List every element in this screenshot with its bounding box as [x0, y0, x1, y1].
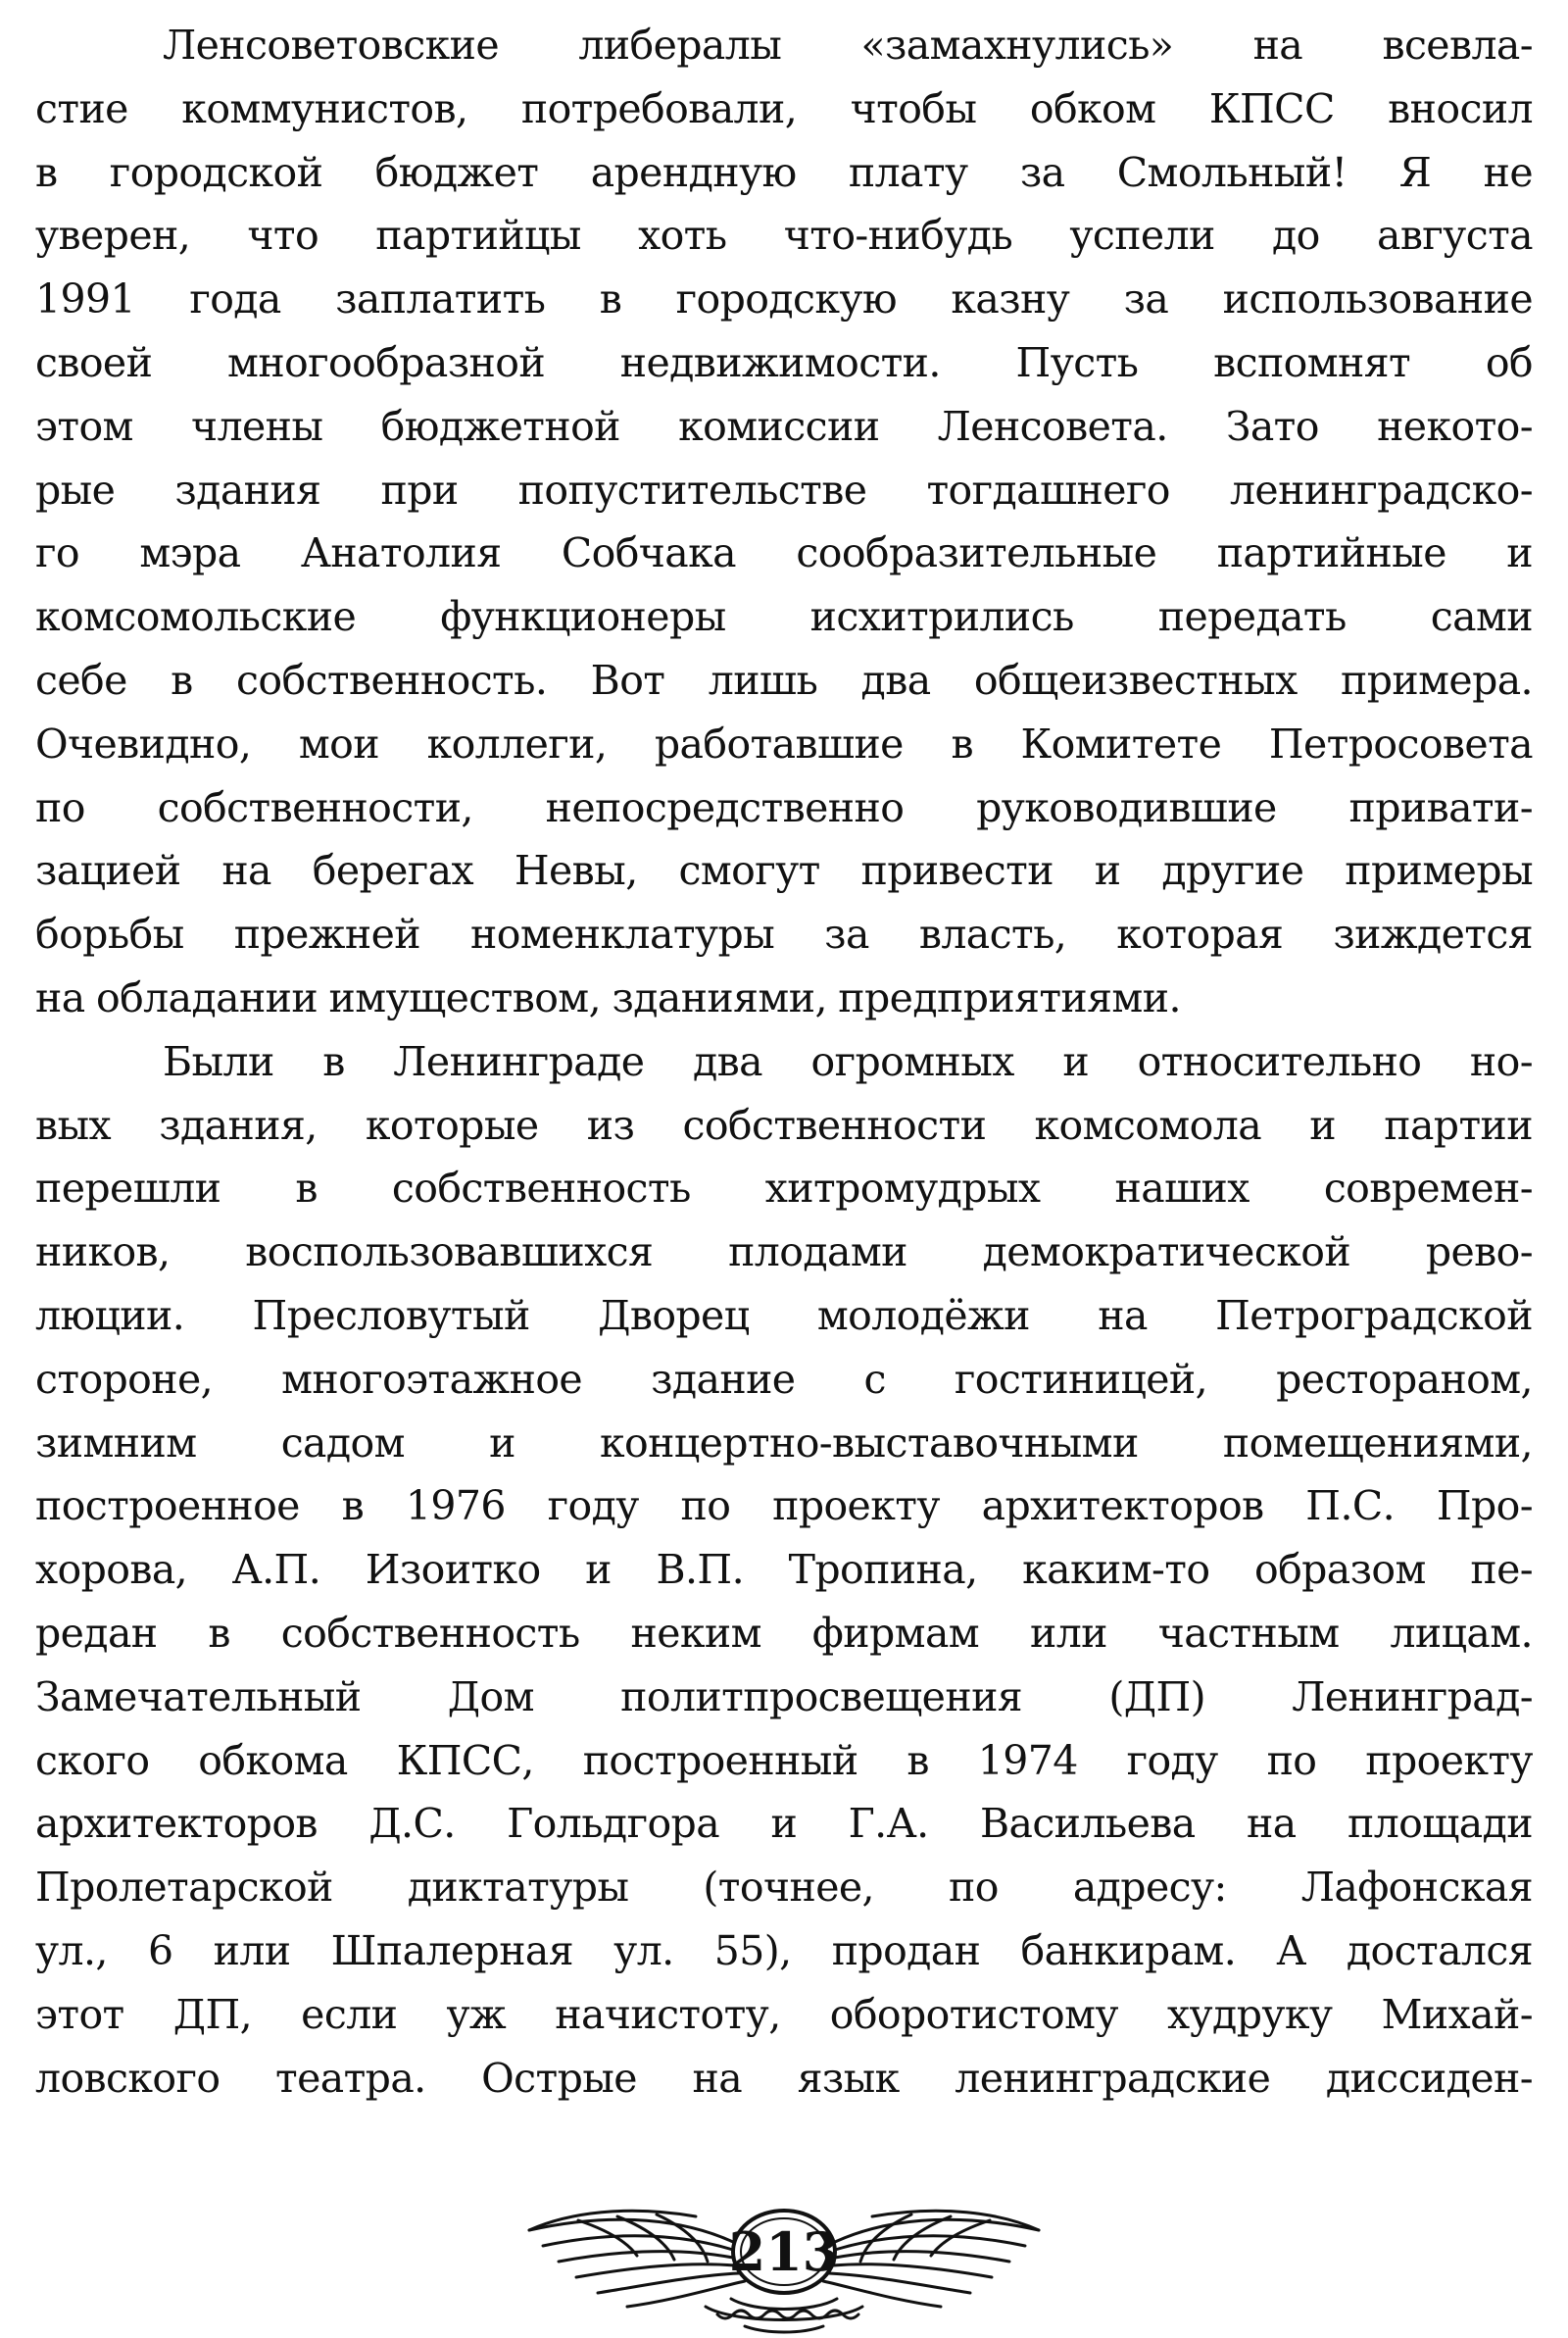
text-line: ул., 6 или Шпалерная ул. 55), продан банкирам. А достался — [35, 1926, 1533, 1974]
text-line: ского обкома КПСС, построенный в 1974 году по проекту — [35, 1736, 1533, 1784]
text-line: борьбы прежней номенклатуры за власть, которая зиждется — [35, 911, 1533, 959]
text-line: го мэра Анатолия Собчака сообразительные партийные и — [35, 529, 1533, 577]
text-line: Пролетарской диктатуры (точнее, по адресу: Лафонская — [35, 1864, 1533, 1912]
paragraph-2 — [35, 1030, 1533, 2111]
text-line: зимним садом и концертно-выставочными помещениями, — [35, 1418, 1533, 1467]
text-line: Были в Ленинграде два огромных и относительно но- — [163, 1037, 1533, 1085]
text-line: вых здания, которые из собственности комсомола и партии — [35, 1101, 1533, 1149]
text-line: Очевидно, мои коллеги, работавшие в Комитете Петросовета — [35, 720, 1533, 768]
text-line: архитекторов Д.С. Гольдгора и Г.А. Васильева на площади — [35, 1800, 1533, 1848]
text-line: построенное в 1976 году по проекту архитекторов П.С. Про- — [35, 1482, 1533, 1530]
text-line: хорова, А.П. Изоитко и В.П. Тропина, каким-то образом пе- — [35, 1546, 1533, 1594]
text-line: этот ДП, если уж начистоту, оборотистому худруку Михай- — [35, 1990, 1533, 2038]
page-number: 213 — [728, 2220, 840, 2283]
text-line: на обладании имуществом, зданиями, предприятиями. — [35, 973, 1181, 1021]
text-line: ников, воспользовавшихся плодами демократической рево- — [35, 1228, 1533, 1276]
text-line: стие коммунистов, потребовали, чтобы обком КПСС вносил — [35, 84, 1533, 132]
text-line: Ленсоветовские либералы «замахнулись» на всевла- — [163, 22, 1533, 69]
text-line: уверен, что партийцы хоть что-нибудь успели до августа — [35, 212, 1533, 260]
text-line: ловского театра. Острые на язык ленинградские диссиден- — [35, 2054, 1533, 2102]
text-line: зацией на берегах Невы, смогут привести и другие примеры — [35, 847, 1533, 895]
text-line: редан в собственность неким фирмам или частным лицам. — [35, 1609, 1533, 1657]
text-line: стороне, многоэтажное здание с гостиницей, рестораном, — [35, 1355, 1533, 1403]
text-line: 1991 года заплатить в городскую казну за использование — [35, 275, 1533, 323]
text-line: этом члены бюджетной комиссии Ленсовета. Зато некото- — [35, 402, 1533, 450]
text-line: своей многообразной недвижимости. Пусть вспомнят об — [35, 338, 1533, 386]
text-line: Замечательный Дом политпросвещения (ДП) Ленинград- — [35, 1672, 1533, 1720]
text-line: рые здания при попустительстве тогдашнего ленинградско- — [35, 466, 1533, 514]
text-line: комсомольские функционеры исхитрились передать сами — [35, 593, 1533, 641]
page-folio — [510, 2191, 1058, 2338]
text-line: по собственности, непосредственно руководившие привати- — [35, 783, 1533, 831]
text-line: перешли в собственность хитромудрых наших современ- — [35, 1165, 1533, 1213]
text-line: себе в собственность. Вот лишь два общеизвестных примера. — [35, 656, 1533, 704]
book-page — [35, 14, 1533, 2131]
text-line: люции. Пресловутый Дворец молодёжи на Петроградской — [35, 1291, 1533, 1339]
text-line: в городской бюджет арендную плату за Смольный! Я не — [35, 148, 1533, 196]
paragraph-1 — [35, 14, 1533, 1030]
